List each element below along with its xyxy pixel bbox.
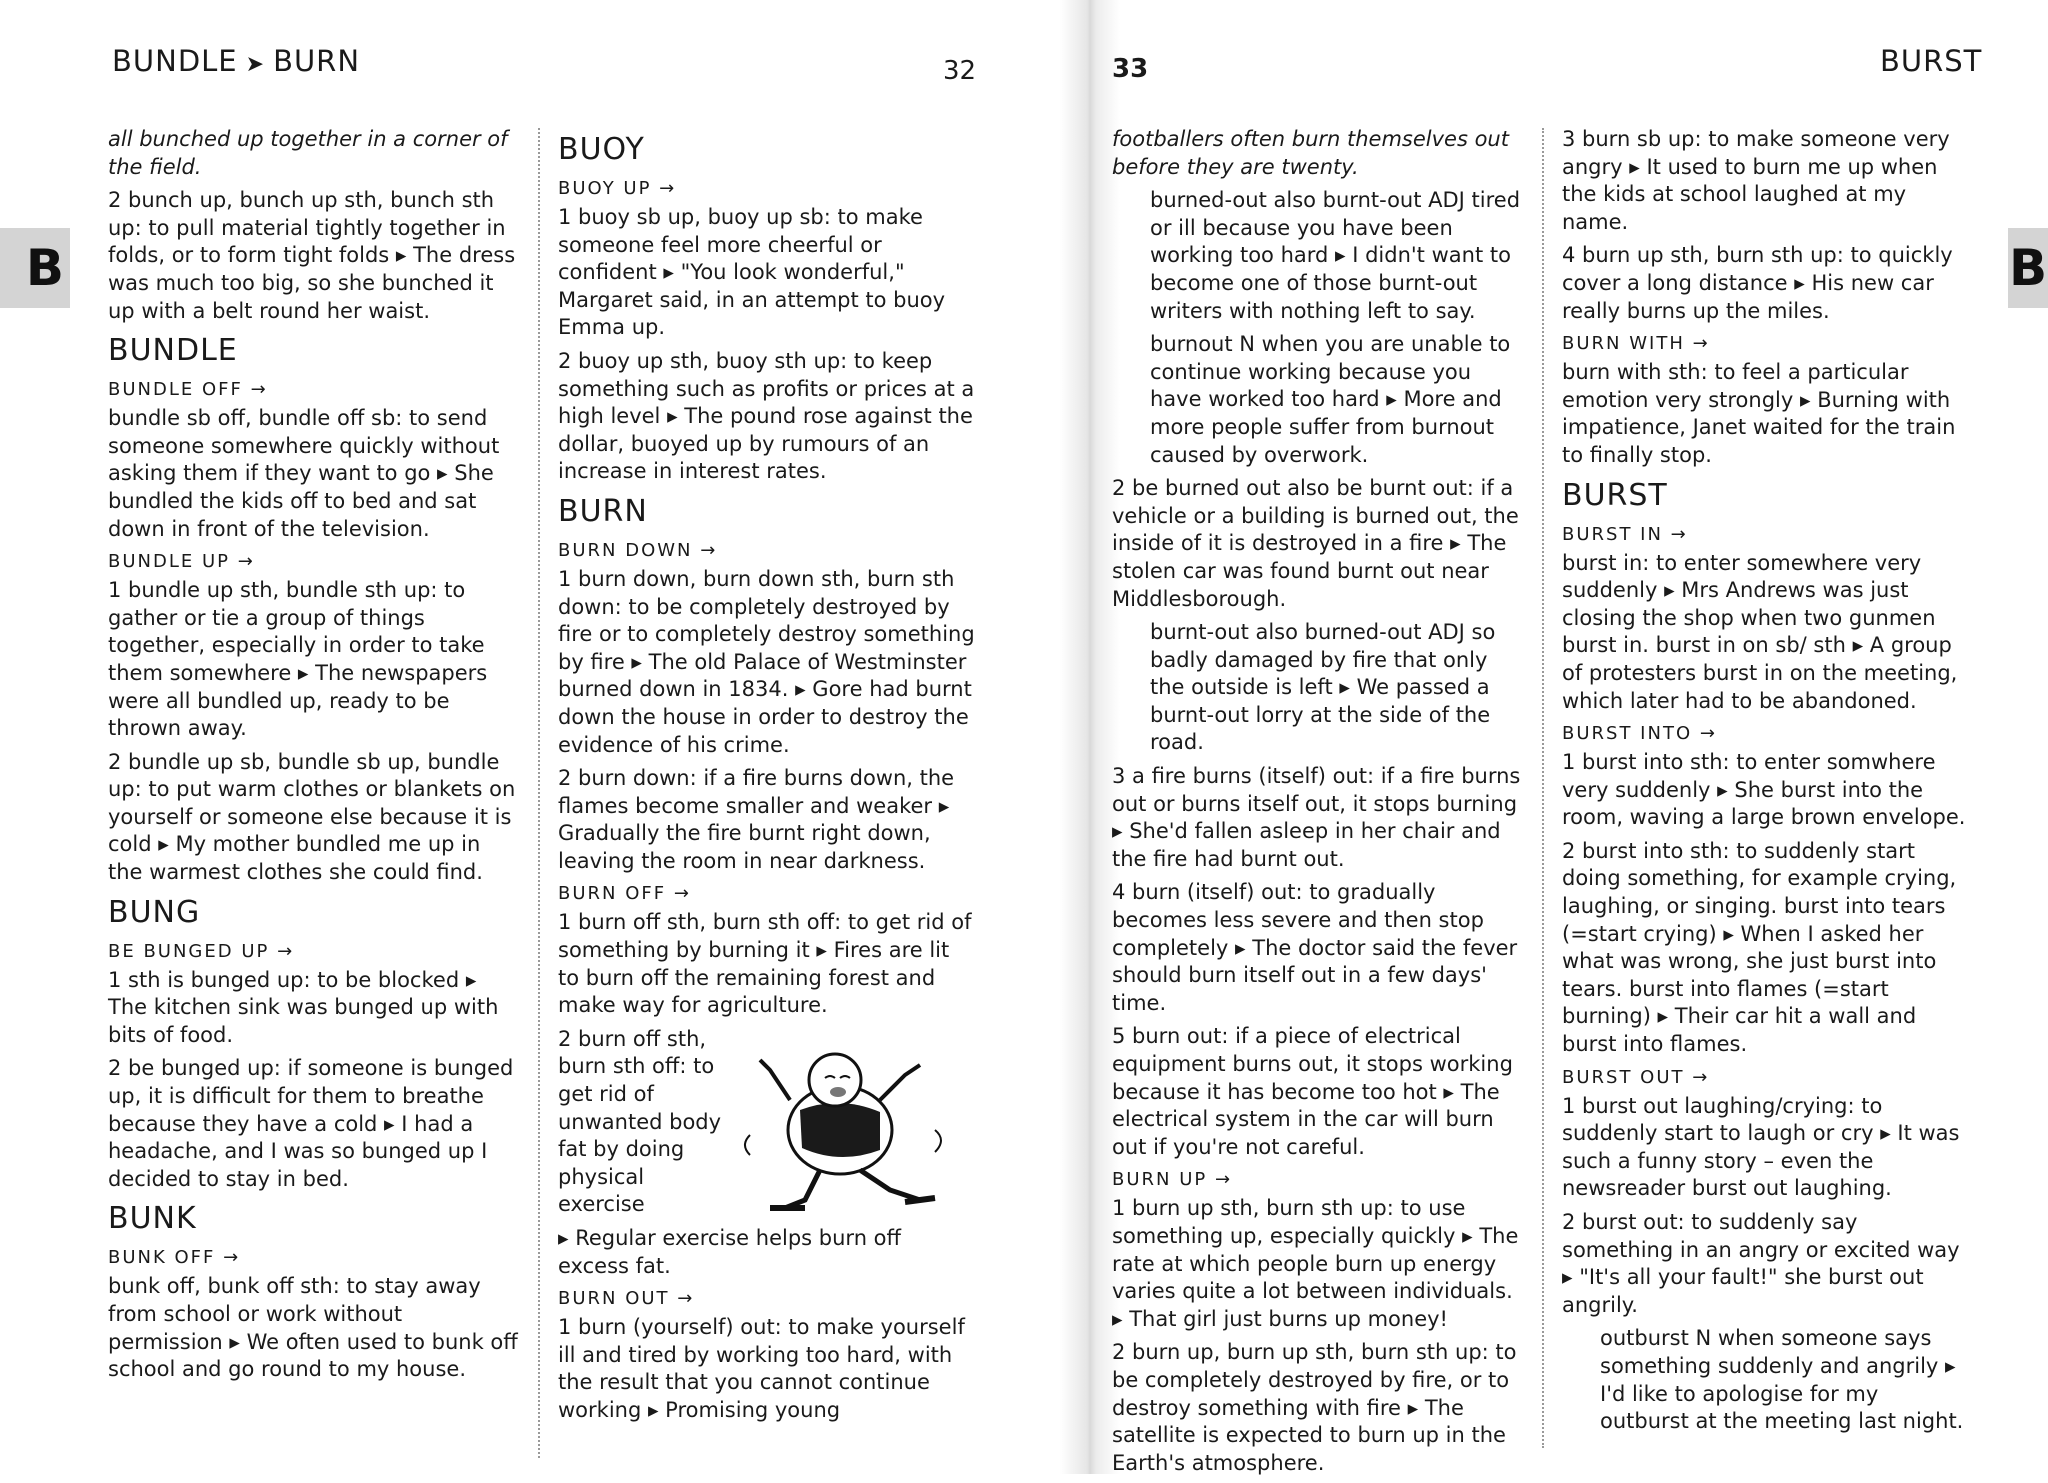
- column-2: [558, 124, 976, 1431]
- jogging-man-illustration: [730, 1040, 970, 1220]
- definition-sense: 1 bundle up sth, bundle sth up: to gather or tie a group of things together, especially in order to take them somewhere ▸ The newspapers were all bundled up, ready to be thrown away.: [108, 578, 488, 741]
- column-3: [1112, 124, 1524, 1483]
- continued-text: all bunched up together in a corner of the field.: [108, 127, 508, 179]
- running-head-right: BURST: [1880, 44, 1983, 78]
- definition-sense: 3 a fire burns (itself) out: if a fire burns out or burns itself out, it stops burning ▸ She'd fallen asleep in her chair and the fire had burnt out.: [1112, 764, 1521, 871]
- definition-sense: 2 bunch up, bunch up sth, bunch sth up: to pull material tightly together in folds, or to form tight folds ▸ The dress was much too big, so she bunched it up with a belt round her waist.: [108, 188, 516, 323]
- definition-sense: 1 burn (yourself) out: to make yourself ill and tired by working too hard, with the result that you cannot continue working ▸ Promising young: [558, 1315, 965, 1422]
- page-number-left: 32: [943, 56, 977, 86]
- column-1: [108, 124, 520, 1390]
- running-head-start: BUNDLE: [112, 44, 238, 78]
- derived-form: burnt-out also burned-out ADJ so badly damaged by fire that only the outside is left ▸ We passed a burnt-out lorry at the side of the road.: [1150, 620, 1496, 755]
- definition-sense: burst in: to enter somewhere very suddenly ▸ Mrs Andrews was just closing the shop when two gunmen burst in. burst in on sb/ sth ▸ A group of protesters burst in on the meeting, which later had to be abandoned.: [1562, 550, 1958, 713]
- definition-sense: 1 buoy sb up, buoy up sb: to make someone feel more cheerful or confident ▸ "You look wonderful," Margaret said, in an attempt to buoy Emma up.: [558, 205, 946, 340]
- running-head-end: BURN: [273, 44, 361, 78]
- definition-sense: 2 bundle up sb, bundle sb up, bundle up: to put warm clothes or blankets on yourself or someone else because it is cold ▸ My mother bundled me up in the warmest clothes she could find.: [108, 749, 516, 885]
- phrasal-verb-heading: BURST INTO →: [1562, 723, 1717, 745]
- phrasal-verb-heading: BUNDLE OFF →: [108, 379, 268, 401]
- derived-form: burnout N when you are unable to continue working because you have worked too hard ▸ More and more people suffer from burnout caused by overwork.: [1150, 332, 1511, 467]
- definition-sense: 4 burn up sth, burn sth up: to quickly cover a long distance ▸ His new car really burns up the miles.: [1562, 243, 1953, 323]
- definition-sense: 1 burn up sth, burn sth up: to use something up, especially quickly ▸ The rate at which people burn up energy varies quite a lot between individuals. ▸ That girl just burns up money!: [1112, 1196, 1519, 1331]
- thumb-index-left: B: [0, 228, 70, 308]
- entry-headword: BUNDLE: [108, 333, 238, 369]
- continued-text: footballers often burn themselves out before they are twenty.: [1112, 127, 1509, 179]
- definition-sense: 5 burn out: if a piece of electrical equipment burns out, it stops working because it has become too hot ▸ The electrical system in the car will burn out if you're not careful.: [1112, 1024, 1513, 1159]
- page-number-right: 33: [1112, 54, 1149, 84]
- thumb-index-right: B: [2008, 228, 2048, 308]
- definition-sense: ▸ Regular exercise helps burn off excess fat.: [558, 1226, 901, 1278]
- phrasal-verb-heading: BUNK OFF →: [108, 1247, 241, 1269]
- definition-sense: 1 sth is bunged up: to be blocked ▸ The kitchen sink was bunged up with bits of food.: [108, 967, 499, 1047]
- phrasal-verb-heading: BURST IN →: [1562, 523, 1688, 545]
- definition-sense: 4 burn (itself) out: to gradually becomes less severe and then stop completely ▸ The doctor said the fever should burn itself out in a few days' time.: [1112, 880, 1518, 1015]
- definition-sense: 2 burst into sth: to suddenly start doing something, for example crying, laughing, or singing. burst into tears (=start crying) ▸ When I asked her what was wrong, she just burst into tears. burst into flames (=start burning) ▸ Their car hit a wall and burst into flames.: [1562, 838, 1957, 1057]
- definition-sense: 2 burn up, burn up sth, burn sth up: to be completely destroyed by fire, or to destroy something with fire ▸ The satellite is expected to burn up in the Earth's atmosphere.: [1112, 1340, 1517, 1475]
- derived-form: burned-out also burnt-out ADJ tired or ill because you have been working too hard ▸ I didn't want to become one of those burnt-out writers with nothing left to say.: [1150, 188, 1521, 323]
- definition-sense: 2 be bunged up: if someone is bunged up, it is difficult for them to breathe because they have a cold ▸ I had a headache, and I was so bunged up I decided to stay in bed.: [108, 1056, 514, 1191]
- running-head-left: [112, 44, 360, 78]
- phrasal-verb-heading: BURN OUT →: [558, 1288, 695, 1310]
- phrasal-verb-heading: BURN OFF →: [558, 883, 691, 905]
- column-divider: [538, 128, 540, 1458]
- entry-headword: BURST: [1562, 477, 1668, 513]
- definition-sense: 3 burn sb up: to make someone very angry ▸ It used to burn me up when the kids at school laughed at my name.: [1562, 127, 1950, 234]
- definition-sense: 1 burst into sth: to enter somwhere very suddenly ▸ She burst into the room, waving a large brown envelope.: [1562, 750, 1966, 830]
- derived-form: outburst N when someone says something suddenly and angrily ▸ I'd like to apologise for my outburst at the meeting last night.: [1600, 1326, 1964, 1434]
- definition-sense: bunk off, bunk off sth: to stay away from school or work without permission ▸ We often used to bunk off school and go round to my house.: [108, 1274, 518, 1382]
- definition-sense: 2 burn off sth, burn sth off: to get rid of unwanted body fat by doing physical exercise: [558, 1026, 722, 1217]
- definition-sense: 2 be burned out also be burnt out: if a vehicle or a building is burned out, the inside of it is destroyed in a fire ▸ The stolen car was found burnt out near Middlesborough.: [1112, 476, 1519, 611]
- phrasal-verb-heading: BUOY UP →: [558, 178, 677, 199]
- phrasal-verb-heading: BE BUNGED UP →: [108, 940, 295, 962]
- definition-sense: 1 burn down, burn down sth, burn sth down: to be completely destroyed by fire or to completely destroy something by fire ▸ The old Palace of Westminster burned down in 1834. ▸ Gore had burnt down the house in order to destroy the evidence of his crime.: [558, 566, 975, 757]
- definition-sense: 2 buoy up sth, buoy sth up: to keep something such as profits or prices at a high level ▸ The pound rose against the dollar, buoyed up by rumours of an increase in interest rates.: [558, 348, 975, 484]
- column-divider-right: [1542, 128, 1544, 1448]
- definition-sense: 2 burst out: to suddenly say something in an angry or excited way ▸ "It's all your fault!" she burst out angrily.: [1562, 1210, 1960, 1317]
- phrasal-verb-heading: BURN UP →: [1112, 1169, 1233, 1191]
- entry-headword: BUNK: [108, 1201, 197, 1237]
- entry-headword: BUNG: [108, 894, 201, 930]
- definition-sense: 1 burst out laughing/crying: to suddenly start to laugh or cry ▸ It was such a funny story – even the newsreader burst out laughing.: [1562, 1093, 1960, 1201]
- definition-sense: burn with sth: to feel a particular emotion very strongly ▸ Burning with impatience, Janet waited for the train to finally stop.: [1562, 360, 1956, 467]
- definition-sense: 1 burn off sth, burn sth off: to get rid of something by burning it ▸ Fires are lit to burn off the remaining forest and make way for agriculture.: [558, 910, 972, 1018]
- definition-sense: bundle sb off, bundle off sb: to send someone somewhere quickly without asking them if they want to go ▸ She bundled the kids off to bed and sat down in front of the television.: [108, 406, 500, 541]
- entry-headword: BUOY: [558, 132, 645, 167]
- book-gutter: [1060, 0, 1120, 1474]
- definition-sense: 2 burn down: if a fire burns down, the flames become smaller and weaker ▸ Gradually the fire burnt right down, leaving the room in near darkness.: [558, 766, 955, 873]
- phrasal-verb-heading: BURN DOWN →: [558, 539, 718, 561]
- phrasal-verb-heading: BURN WITH →: [1562, 333, 1710, 355]
- phrasal-verb-heading: BURST OUT →: [1562, 1066, 1710, 1088]
- arrow-right-icon: ➤: [245, 52, 266, 77]
- column-4: [1562, 124, 1970, 1442]
- entry-headword: BURN: [558, 493, 648, 529]
- phrasal-verb-heading: BUNDLE UP →: [108, 551, 255, 573]
